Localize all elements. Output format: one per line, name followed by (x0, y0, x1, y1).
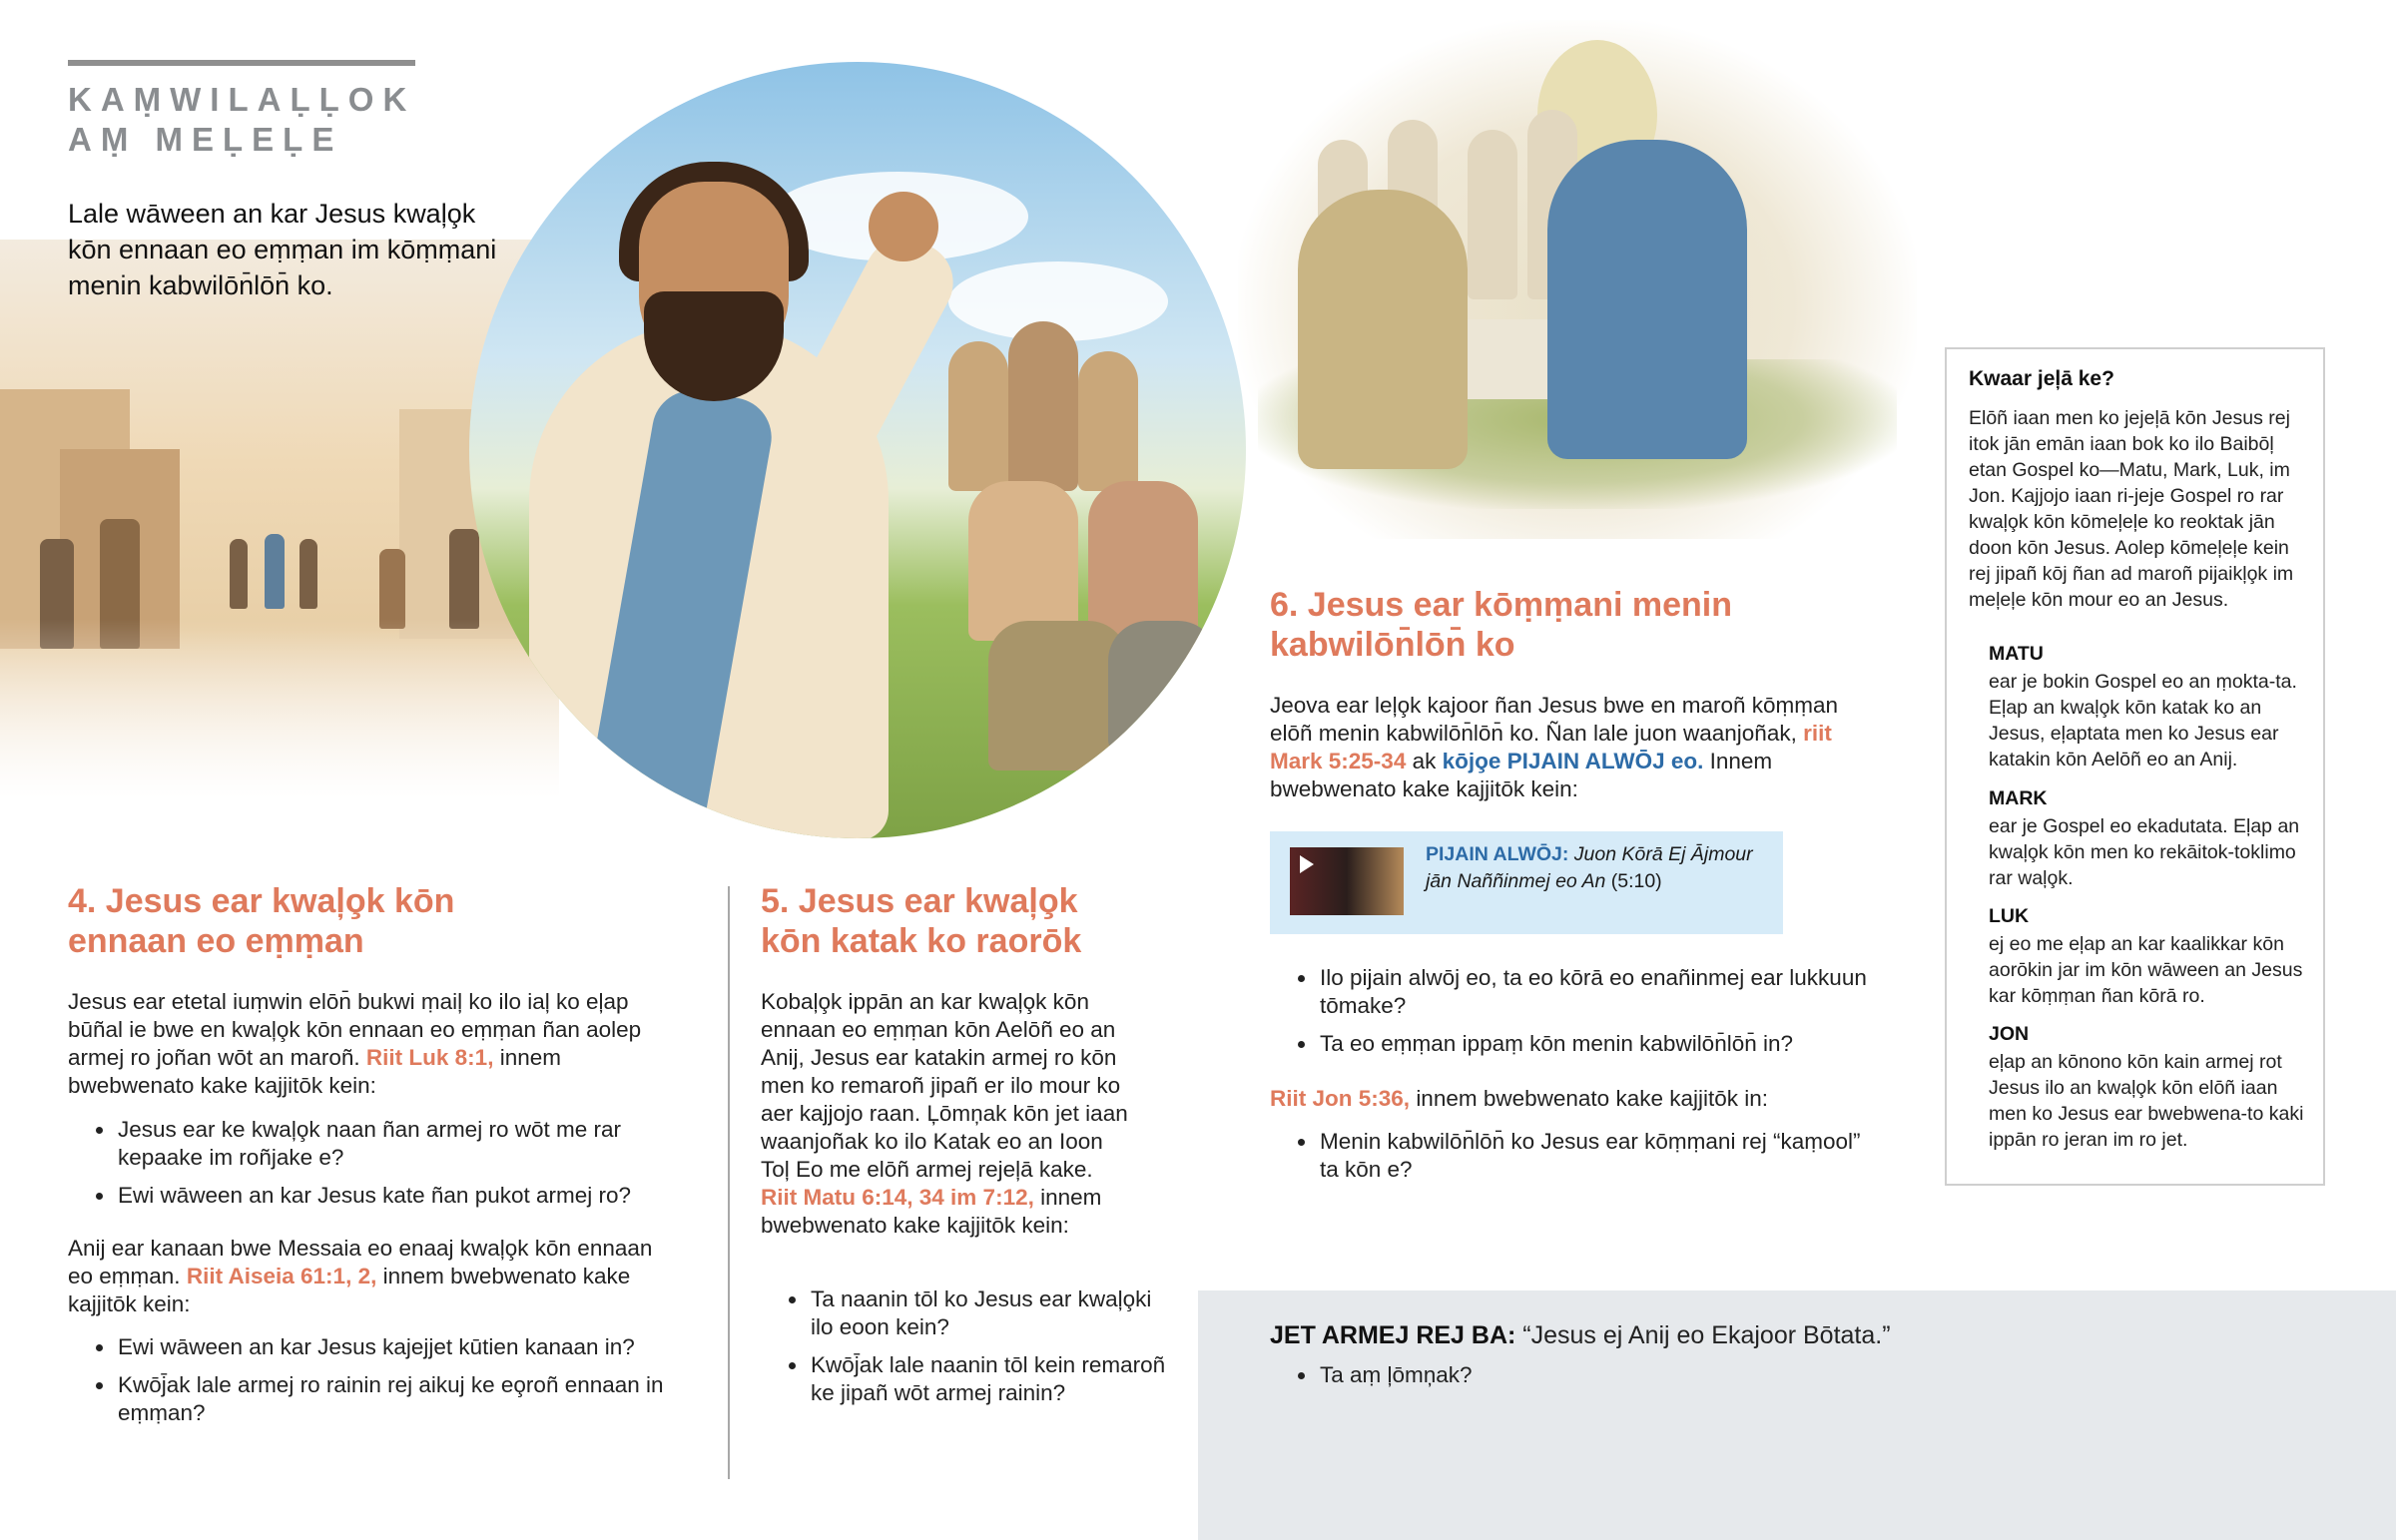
question-item: • Ta naanin tōl ko Jesus ear kwaļo̧ki ilo eoon kein? (809, 1285, 1178, 1341)
section-4-paragraph-1 (68, 988, 663, 1100)
question-item: • Ewi wāween an kar Jesus kajejjet kūtien kanaan in? (116, 1333, 695, 1361)
scripture-ref-jon[interactable]: Riit Jon 5:36, (1270, 1086, 1411, 1111)
gospel-text-luk: ej eo me eļap an kar kaalikkar kōn aorōkin jar im kōn wāween an Jesus kar kōṃṃan ñan kōrā ro. (1989, 933, 2303, 1007)
section-kicker (68, 80, 487, 160)
question-item: • Ta aṃ ļōmņak? (1318, 1361, 1473, 1389)
section-5-title-line2: kōn katak ko raorōk (761, 922, 1082, 960)
illustration-jesus-preaching (469, 62, 1246, 838)
section-4-questions-1 (68, 1116, 695, 1220)
section-6-paragraph-1 (1270, 692, 1869, 803)
sidebar-intro: Elōñ iaan men ko jejeļā kōn Jesus rej itok jān emān iaan bok ko ilo Baibōļ etan Gospel ko—Matu, Mark, Luk, im Jon. Kajjojo iaan ri-jeje Gospel ro rar kwaļo̧k kōn kōmeļeļe ko reoktak jān doon kōn Jesus. Aolep kōmeļeļe kein rej jipañ kōj ñan ad maroñ pijaikļo̧k im meļeļe kōn mour eo an Jesus. (1969, 407, 2294, 611)
question-item: • Kwōj̄ak lale naanin tōl kein remaroñ ke jipañ wōt armej rainin? (809, 1351, 1178, 1407)
section-6-questions-2 (1270, 1128, 1877, 1194)
section-4-questions-2 (68, 1333, 695, 1437)
section-6-p1-tail: Innem bwebwenato kake kajjitōk kein: (1270, 749, 1773, 801)
section-6-p1-text: Jeova ear leļo̧k kajoor ñan Jesus bwe en maroñ kōṃṃan elōñ menin kabwilōn̄lōn̄ ko. Ñan lale juon waanjoñak, (1270, 693, 1839, 746)
gospel-name-matu: MATU (1989, 643, 2044, 665)
question-item: • Jesus ear ke kwaļo̧k naan ñan armej ro wōt me rar kepaake im roñjake e? (116, 1116, 695, 1172)
kicker-line-1: KAṂWILAḶḶOK (68, 81, 416, 118)
scripture-ref-mark[interactable]: riit Mark 5:25-34 (1270, 721, 1832, 773)
section-4-p2-tail: innem bwebwenato kake kajjitōk kein: (68, 1264, 631, 1316)
video-duration: (5:10) (1610, 870, 1662, 892)
section-4-p2-text: Anij ear kanaan bwe Messaia eo enaaj kwaļo̧k kōn ennaan eo eṃṃan. (68, 1236, 653, 1288)
kicker-line-2: AṂ MEḶEḶE (68, 121, 343, 158)
section-4-title (68, 881, 454, 961)
section-4-title-line2: ennaan eo eṃṃan (68, 922, 364, 960)
section-6-paragraph-2 (1270, 1085, 1869, 1113)
question-item: • Ta eo eṃṃan ippaṃ kōn menin kabwilōn̄lōn̄ in? (1318, 1030, 1877, 1058)
section-4-p1-text: Jesus ear etetal iuṃwin elōn̄ bukwi ṃaiļ ko ilo iaļ ko eļap būñal ie bwe en kwaļo̧k kōn ennaan eo eṃṃan ñan aolep armej ro joñan wōt an maroñ. (68, 989, 642, 1070)
did-you-know-box (1945, 347, 2325, 1186)
some-people-say-quote: “Jesus ej Anij eo Ekajoor Bōtata.” (1522, 1321, 1891, 1349)
scripture-ref-matu[interactable]: Riit Matu 6:14, 34 im 7:12, (761, 1185, 1034, 1210)
some-people-say-label: JET ARMEJ REJ BA: (1270, 1321, 1516, 1349)
section-5-questions (761, 1285, 1178, 1417)
section-6-p2-tail: innem bwebwenato kake kajjitōk in: (1416, 1086, 1769, 1111)
section-6-title-line2: kabwilōn̄lōn̄ ko (1270, 626, 1515, 664)
intro-text: Lale wāween an kar Jesus kwaļo̧k kōn ennaan eo eṃṃan im kōṃṃani menin kabwilōn̄lōn̄ ko. (68, 199, 497, 300)
section-5-title-line1: 5. Jesus ear kwaļo̧k (761, 882, 1078, 920)
section-6-questions-1 (1270, 964, 1877, 1068)
play-icon[interactable] (1300, 855, 1314, 873)
section-4-title-line1: 4. Jesus ear kwaļo̧k kōn (68, 882, 455, 920)
video-card[interactable] (1270, 831, 1783, 934)
video-title: Juon Kōrā Ej Ājmour jān Naññinmej eo An (1426, 843, 1753, 892)
section-6-title-line1: 6. Jesus ear kōṃṃani menin (1270, 586, 1732, 624)
section-4-paragraph-2 (68, 1235, 663, 1318)
gospel-text-mark: ear je Gospel eo ekadutata. Eļap an kwaļo̧k kōn men ko rekāitok-toklimo rar waļo̧k. (1989, 815, 2300, 889)
column-divider (728, 886, 730, 1479)
question-item: • Menin kabwilōn̄lōn̄ ko Jesus ear kōṃṃani rej “kaṃool” ta kōn e? (1318, 1128, 1877, 1184)
gospel-text-jon: eļap an kōnono kōn kain armej rot Jesus ilo an kwaļo̧k kōn elōñ iaan men ko Jesus ear bwebwena-to kaki ippān ro jeran im ro jet. (1989, 1051, 2304, 1151)
question-item: • Ewi wāween an kar Jesus kate ñan pukot armej ro? (116, 1182, 695, 1210)
some-people-say-line (1270, 1319, 1891, 1351)
video-label: PIJAIN ALWŌJ: (1426, 843, 1569, 865)
section-6-p1-mid: ak (1412, 749, 1437, 773)
gospel-text-matu: ear je bokin Gospel eo an ṃokta-ta. Eļap an kwaļo̧k kōn katak ko an Jesus, eļaptata men ko Jesus ear katakin kōn Aelōñ eo an Anij. (1989, 671, 2297, 770)
video-link[interactable]: kōjo̧e PIJAIN ALWŌJ eo. (1442, 749, 1704, 773)
scripture-ref-luk[interactable]: Riit Luk 8:1, (365, 1045, 494, 1070)
gospel-name-luk: LUK (1989, 905, 2030, 927)
scripture-ref-aiseia[interactable]: Riit Aiseia 61:1, 2, (186, 1264, 377, 1288)
video-caption (1426, 841, 1775, 895)
gospel-name-jon: JON (1989, 1023, 2030, 1045)
sidebar-title: Kwaar jeļā ke? (1969, 367, 2114, 390)
illustration-woman-healed (1238, 20, 1917, 539)
gospel-name-mark: MARK (1989, 787, 2048, 809)
question-item: • Ilo pijain alwōj eo, ta eo kōrā eo enañinmej ear lukkuun tōmake? (1318, 964, 1877, 1020)
section-5-p1-tail: innem bwebwenato kake kajjitōk kein: (761, 1185, 1102, 1238)
section-4-p1-tail: innem bwebwenato kake kajjitōk kein: (68, 1045, 562, 1098)
section-5-title (761, 881, 1081, 961)
section-5-paragraph-1 (761, 988, 1130, 1240)
question-item: • Kwōj̄ak lale armej ro rainin rej aikuj ke eo̧roñ ennaan in eṃṃan? (116, 1371, 695, 1427)
section-5-p1-text: Kobaļo̧k ippān an kar kwaļo̧k kōn ennaan eo eṃṃan kōn Aelōñ eo an Anij, Jesus ear katakin armej ro kōn men ko remaroñ jipañ er ilo mour ko aer kajjojo raan. Ļōmņak kōn jet iaan waanjoñak ko ilo Katak eo an Ioon Toļ Eo me elōñ armej rejeļā kake. (761, 989, 1128, 1182)
some-people-say-question (1270, 1361, 1473, 1399)
section-6-title (1270, 585, 1732, 665)
header-rule (68, 60, 415, 66)
